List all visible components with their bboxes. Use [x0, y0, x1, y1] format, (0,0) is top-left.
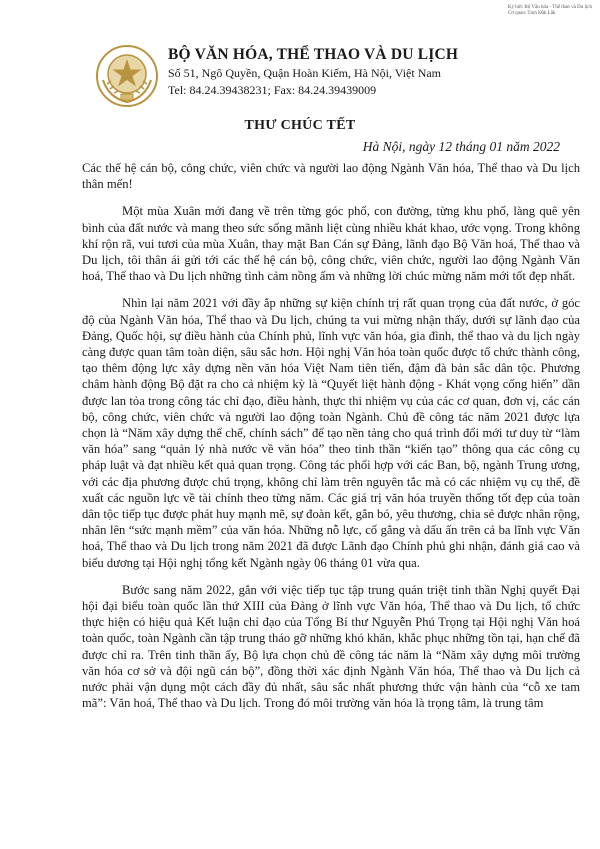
paragraph: Một mùa Xuân mới đang về trên từng góc phố, con đường, từng khu phố, làng quê yên bình của đất nước và mang theo sức sống mãnh liệt cùng nhiều khát khao, ước vọng. Trong không khí rộn rã, vui tươi của mùa Xuân, thay mặt Ban Cán sự Đảng, lãnh đạo Bộ Văn hoá, Thể thao và Du lịch, tôi thân ái gửi tới các thế hệ cán bộ, công chức, viên chức, người lao động Ngành Văn hoá, Thể thao và Du lịch những tình cảm nồng ấm và những lời chúc mừng năm mới tốt đẹp nhất. — [82, 204, 580, 284]
organization-address: Số 51, Ngô Quyền, Quận Hoàn Kiếm, Hà Nội, Việt Nam — [168, 66, 442, 80]
organization-name: BỘ VĂN HÓA, THỂ THAO VÀ DU LỊCH — [168, 46, 459, 63]
letterhead — [168, 46, 588, 98]
document-date: Hà Nội, ngày 12 tháng 01 năm 2022 — [362, 139, 560, 154]
salutation: Các thế hệ cán bộ, công chức, viên chức và người lao động Ngành Văn hóa, Thể thao và Du lịch thân mến! — [82, 161, 580, 192]
document-title: THƯ CHÚC TẾT — [244, 118, 356, 133]
organization-contact: Tel: 84.24.39438231; Fax: 84.24.39439009 — [168, 83, 377, 97]
paragraph: Nhìn lại năm 2021 với đầy ắp những sự kiện chính trị rất quan trọng của đất nước, ở góc độ của Ngành Văn hóa, Thể thao và Du lịch, chúng ta vui mừng nhận thấy, dưới sự lãnh đạo của Đảng, Quốc hội, sự điều hành của Chính phủ, lĩnh vực văn hóa, gia đình, thể thao và du lịch ngày càng được quan tâm toàn diện, sâu sắc hơn. Hội nghị Văn hóa toàn quốc được tổ chức thành công, tạo thêm động lực xây dựng nền văn hóa Việt Nam tiên tiến, đậm đà bản sắc dân tộc. Phương châm hành động Bộ đặt ra cho cả nhiệm kỳ là “Quyết liệt hành động - Khát vọng cống hiến” dần được lan tỏa trong công tác chỉ đạo, điều hành, thực thi nhiệm vụ của các cơ quan, đơn vị, các cán bộ, công chức, viên chức và người lao động toàn Ngành. Chủ đề công tác năm 2021 được lựa chọn là “Năm xây dựng thể chế, chính sách” để tạo nền tảng cho quá trình đổi mới tư duy từ “làm văn hóa” sang “quản lý nhà nước về văn hóa” theo tinh thần “kiến tạo” thông qua các công cụ pháp luật và đạt nhiều kết quả quan trọng. Công tác phối hợp với các Ban, bộ, ngành Trung ương, với các địa phương được chú trọng, không chỉ làm trên nguyên tắc mà có các nhiệm vụ cụ thể, đề xuất các nguồn lực về tài chính theo từng năm. Các giá trị văn hóa truyền thống tốt đẹp của toàn dân tộc tiếp tục được phát huy mạnh mẽ, sự đoàn kết, gắn bó, yêu thương, chia sẻ được nhân rộng, nhân lên “sức mạnh mềm” của văn hóa. Những nỗ lực, cố gắng và dấu ấn trên cả ba lĩnh vực Văn hoá, Thể thao và Du lịch trong năm 2021 đã được Lãnh đạo Chính phủ ghi nhận, đánh giá cao và biểu dương tại Hội nghị tổng kết Ngành ngày 06 tháng 01 vừa qua. — [82, 296, 580, 570]
national-emblem-icon — [95, 44, 159, 108]
signature-line-2: Cơ quan: Tỉnh Đắk Lắk — [507, 11, 556, 16]
digital-signature-stamp — [508, 5, 592, 17]
paragraph: Bước sang năm 2022, gắn với việc tiếp tục tập trung quán triệt tinh thần Nghị quyết Đại hội đại biểu toàn quốc lần thứ XIII của Đảng ở lĩnh vực Văn hóa, Thể thao và Du lịch, tổ chức thực hiện có hiệu quả Kết luận chỉ đạo của Tổng Bí thư Nguyễn Phú Trọng tại Hội nghị Văn hoá toàn quốc, toàn Ngành cần tập trung tháo gỡ những khó khăn, khắc phục những tồn tại, hạn chế đã được chỉ ra. Trên tinh thần ấy, Bộ lựa chọn chủ đề công tác năm là “Năm xây dựng môi trường văn hóa cơ sở và đội ngũ cán bộ”, đồng thời xác định Ngành Văn hóa, Thể thao và Du lịch cả nước phải vận dụng một cách đầy đủ nhất, sâu sắc nhất phương thức vận hành của “cỗ xe tam mã”: Văn hoá, Thể thao và Du lịch. Trong đó môi trường văn hóa là trọng tâm, là trung tâm — [82, 582, 580, 711]
signature-line-1: Ký bởi: Bộ Văn hóa - Thể thao và Du lịch — [507, 5, 592, 10]
letter-body — [82, 160, 580, 723]
